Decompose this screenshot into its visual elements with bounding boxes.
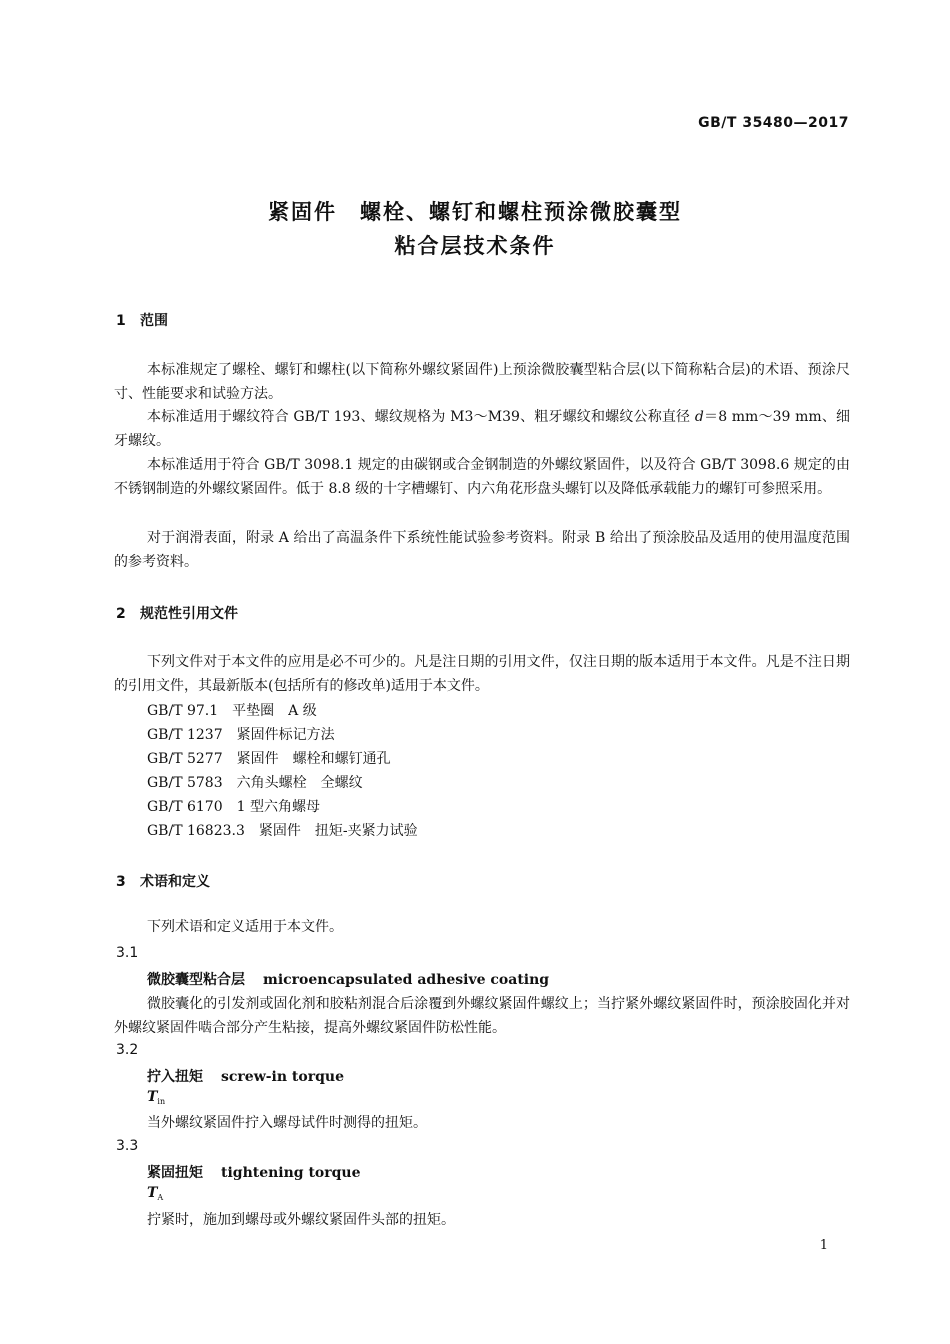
reference-title: 1 型六角螺母	[236, 799, 320, 815]
reference-code: GB/T 6170	[147, 799, 223, 815]
document-title-line-1: 紧固件 螺栓、螺钉和螺柱预涂微胶囊型	[268, 200, 682, 224]
term-entry	[147, 1162, 361, 1182]
diameter-variable: d	[694, 409, 704, 425]
scope-paragraph-3: 本标准适用于符合 GB/T 3098.1 规定的由碳钢或合金钢制造的外螺纹紧固件，以及符合 GB/T 3098.6 规定的由不锈钢制造的外螺纹紧固件。低于 8.8 级的十字槽螺钉、内六角花形盘头螺钉以及降低承载能力的螺钉可参照采用。	[114, 457, 850, 497]
clause-number: 3.3	[116, 1138, 139, 1154]
reference-title: 紧固件标记方法	[236, 727, 335, 743]
reference-title: 六角头螺栓 全螺纹	[236, 775, 363, 791]
symbol-subscript: in	[157, 1097, 166, 1106]
section-heading-scope	[116, 310, 168, 330]
reference-title: 紧固件 螺栓和螺钉通孔	[236, 751, 391, 767]
reference-title: 紧固件 扭矩-夹紧力试验	[258, 823, 418, 839]
term-definition: 拧紧时，施加到螺母或外螺纹紧固件头部的扭矩。	[147, 1212, 455, 1228]
section-heading-normative-references	[116, 603, 238, 623]
reference-item	[147, 772, 363, 792]
scope-paragraph-4: 对于润滑表面，附录 A 给出了高温条件下系统性能试验参考资料。附录 B 给出了预涂胶品及适用的使用温度范围的参考资料。	[114, 530, 850, 570]
term-entry	[147, 1066, 344, 1086]
section-number: 1	[116, 313, 126, 329]
section-number: 3	[116, 874, 126, 890]
page-number: 1	[819, 1238, 828, 1253]
normative-references-intro: 下列文件对于本文件的应用是必不可少的。凡是注日期的引用文件，仅注日期的版本适用于本文件。凡是不注日期的引用文件，其最新版本(包括所有的修改单)适用于本文件。	[114, 654, 850, 694]
term-definition: 微胶囊化的引发剂或固化剂和胶粘剂混合后涂覆到外螺纹紧固件螺纹上；当拧紧外螺纹紧固件时，预涂胶固化并对外螺纹紧固件啮合部分产生粘接，提高外螺纹紧固件防松性能。	[114, 996, 850, 1036]
reference-item	[147, 748, 391, 768]
reference-code: GB/T 5783	[147, 775, 223, 791]
term-english: tightening torque	[221, 1165, 361, 1181]
scope-paragraph-2-tail: ＝8 mm～39 mm、细牙螺纹。	[114, 409, 850, 449]
symbol-subscript: A	[157, 1193, 164, 1202]
reference-item	[147, 700, 317, 720]
reference-code: GB/T 1237	[147, 727, 223, 743]
reference-code: GB/T 97.1	[147, 703, 219, 719]
term-chinese: 拧入扭矩	[147, 1069, 203, 1085]
document-title-line-2: 粘合层技术条件	[394, 234, 556, 258]
reference-title: 平垫圈 A 级	[232, 703, 317, 719]
clause-number: 3.1	[116, 945, 139, 961]
standard-number: GB/T 35480—2017	[698, 115, 849, 131]
reference-code: GB/T 16823.3	[147, 823, 245, 839]
section-title: 术语和定义	[140, 874, 210, 890]
section-heading-terms-and-definitions	[116, 871, 210, 891]
term-chinese: 紧固扭矩	[147, 1165, 203, 1181]
term-definition: 当外螺纹紧固件拧入螺母试件时测得的扭矩。	[147, 1115, 427, 1131]
term-chinese: 微胶囊型粘合层	[147, 972, 245, 988]
scope-paragraph-2-text: 本标准适用于螺纹符合 GB/T 193、螺纹规格为 M3～M39、粗牙螺纹和螺纹公称直径	[147, 409, 691, 425]
reference-item	[147, 724, 335, 744]
section-number: 2	[116, 606, 126, 622]
symbol-letter: T	[147, 1185, 158, 1201]
reference-item	[147, 820, 418, 840]
symbol-letter: T	[147, 1089, 158, 1105]
scope-paragraph-1: 本标准规定了螺栓、螺钉和螺柱(以下简称外螺纹紧固件)上预涂微胶囊型粘合层(以下简称粘合层)的术语、预涂尺寸、性能要求和试验方法。	[114, 362, 850, 402]
term-symbol	[147, 1089, 165, 1106]
scope-paragraph-2	[114, 406, 850, 453]
term-symbol	[147, 1185, 163, 1202]
reference-code: GB/T 5277	[147, 751, 223, 767]
clause-number: 3.2	[116, 1042, 139, 1058]
term-english: screw-in torque	[221, 1069, 344, 1085]
section-title: 规范性引用文件	[140, 606, 238, 622]
reference-item	[147, 796, 320, 816]
term-english: microencapsulated adhesive coating	[263, 972, 550, 988]
section-title: 范围	[140, 313, 168, 329]
term-entry	[147, 969, 549, 989]
terms-intro: 下列术语和定义适用于本文件。	[147, 919, 343, 935]
